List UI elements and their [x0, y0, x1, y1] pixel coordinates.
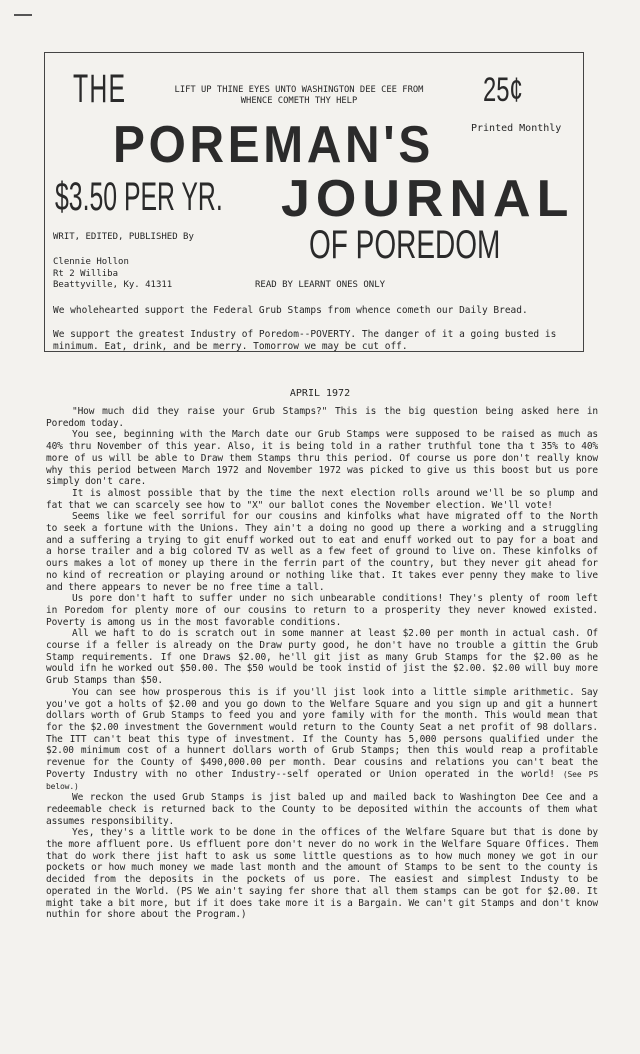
motto: LIFT UP THINE EYES UNTO WASHINGTON DEE CEE FROM WHENCE COMETH THY HELP [174, 85, 424, 106]
publisher-address [53, 257, 172, 292]
readership-note: READ BY LEARNT ONES ONLY [255, 280, 386, 290]
title-poremans: POREMAN'S [113, 116, 434, 174]
address-route: Rt 2 Williba [53, 268, 119, 279]
article-text: You can see how prosperous this is if you'll jist look into a little simple arithmetic. Say you've got a holts of $2.00 and you go down to the Welfare Square and you sign up and git a hunnert dollars worth of Grub Stamps to feed you and yore family with for the month. This would mean that for the $2.00 investment the Government would return to the County Seat a net profit of 98 dollars. The ITT can't beat this type of investment. If the County has 5,000 persons qualified under the $2.00 minimum cost of a hunnert dollars worth of Grub Stamps; then this would reap a profitable revenue for the County of $490,000.00 per month. Dear cousins and relations you can't beat the Poverty Industry with no other Industry--self operated or Union operated in the world! [46, 686, 598, 780]
article-paragraph: All we haft to do is scratch out in some manner at least $2.00 per month in actual cash. Of course if a feller is already on the Draw purty good, he don't have no trouble a gittin the Grub Stamp requirements. If one Draws $2.00, he'll git jist as many Grub Stamps for the $2.00 as he would ifn he worked out $50.00. The $50 would be took instid of jist the $2.00. $2.00 will buy more Grub Stamps than $50. [46, 628, 598, 687]
issue-date: APRIL 1972 [289, 388, 351, 399]
address-name: Clennie Hollon [53, 257, 129, 267]
masthead-box [44, 52, 584, 352]
publisher-credit: WRIT, EDITED, PUBLISHED By [53, 232, 194, 242]
article-paragraph: It is almost possible that by the time the next election rolls around we'll be so plump and fat that we can scarcely see how to "X" our ballot cones the November election. We'll vote! [46, 487, 598, 511]
postscript-reference: (See PS below.) [46, 769, 598, 791]
article-paragraph: "How much did they raise your Grub Stamps?" This is the big question being asked here in Poredom today. [46, 406, 598, 429]
title-journal: JOURNAL [281, 170, 575, 228]
single-copy-price: 25¢ [483, 71, 523, 109]
article-paragraph: Us pore don't haft to suffer under no sich unbearable conditions! They's plenty of room left in Poredom for plenty more of our cousins to return to a prosperity they never knowed existed. Poverty is among us in the most favorable conditions. [46, 593, 598, 628]
article-paragraph: We reckon the used Grub Stamps is jist baled up and mailed back to Washington Dee Cee and a redeemable check is returned back to the County to be deposited within the accounts of them what assumes responsibility. [46, 792, 598, 827]
article-body [46, 406, 598, 921]
article-paragraph: Yes, they's a little work to be done in the offices of the Welfare Square but that is done by the more affluent pore. Us effluent pore don't never do no work in the Welfare Square Offices. Them that do work there jist haft to ask us some little questions as to how much money we got in our pockets or how much money we made last month and the amount of Stamps to be sent to the county is decided from the deposits in the pockets of us pore. The easiest and simplest Industy to be operated in the World. (PS We ain't saying fer shore that all them stamps can be got for $2.00. It might take a bit more, but if it does take more it is a Bargain. We can't git Stamps and don't know nuthin for shore about the Program.) [46, 827, 598, 921]
publication-frequency: Printed Monthly [471, 123, 562, 134]
address-city: Beattyville, Ky. 41311 [53, 280, 173, 290]
article-paragraph [46, 687, 598, 792]
corner-mark [14, 14, 32, 16]
yearly-price: $3.50 PER YR. [55, 175, 223, 219]
title-the: THE [73, 67, 127, 111]
title-of-poredom: OF POREDOM [309, 223, 501, 267]
support-statement: We wholehearted support the Federal Grub Stamps from whence cometh our Daily Bread. [53, 305, 528, 316]
poverty-tagline: We support the greatest Industry of Poredom--POVERTY. The danger of it a going busted is minimum. Eat, drink, and be merry. Tomorrow we may be cut off. [53, 329, 557, 352]
article-paragraph: You see, beginning with the March date our Grub Stamps were supposed to be raised as much as 40% thru November of this year. Also, it is being told in a rather truthful tone tha t 35% to 40% more of us will be able to Draw them Stamps thru this period. Of course us pore don't really know why this period between March 1972 and November 1972 was picked to give us this boost but us pore simply don't care. [46, 429, 598, 488]
article-paragraph: Seems like we feel sorriful for our cousins and kinfolks what have migrated off to the North to seek a fortune with the Unions. They ain't a doing no good up there a working and a struggling and a suffering a trying to git enuff worked out to eat and enuff worked out to pay for a boat and a horse trailer and a big colored TV as well as a few feet of ground to live on. These kinfolks of ours makes a lot of money up there in the ferrin part of the country, but they never git ahead for no kind of recreation or playing around or nothing like that. It takes ever penny they make to live and there appears to never be no free time a tall. [46, 511, 598, 593]
